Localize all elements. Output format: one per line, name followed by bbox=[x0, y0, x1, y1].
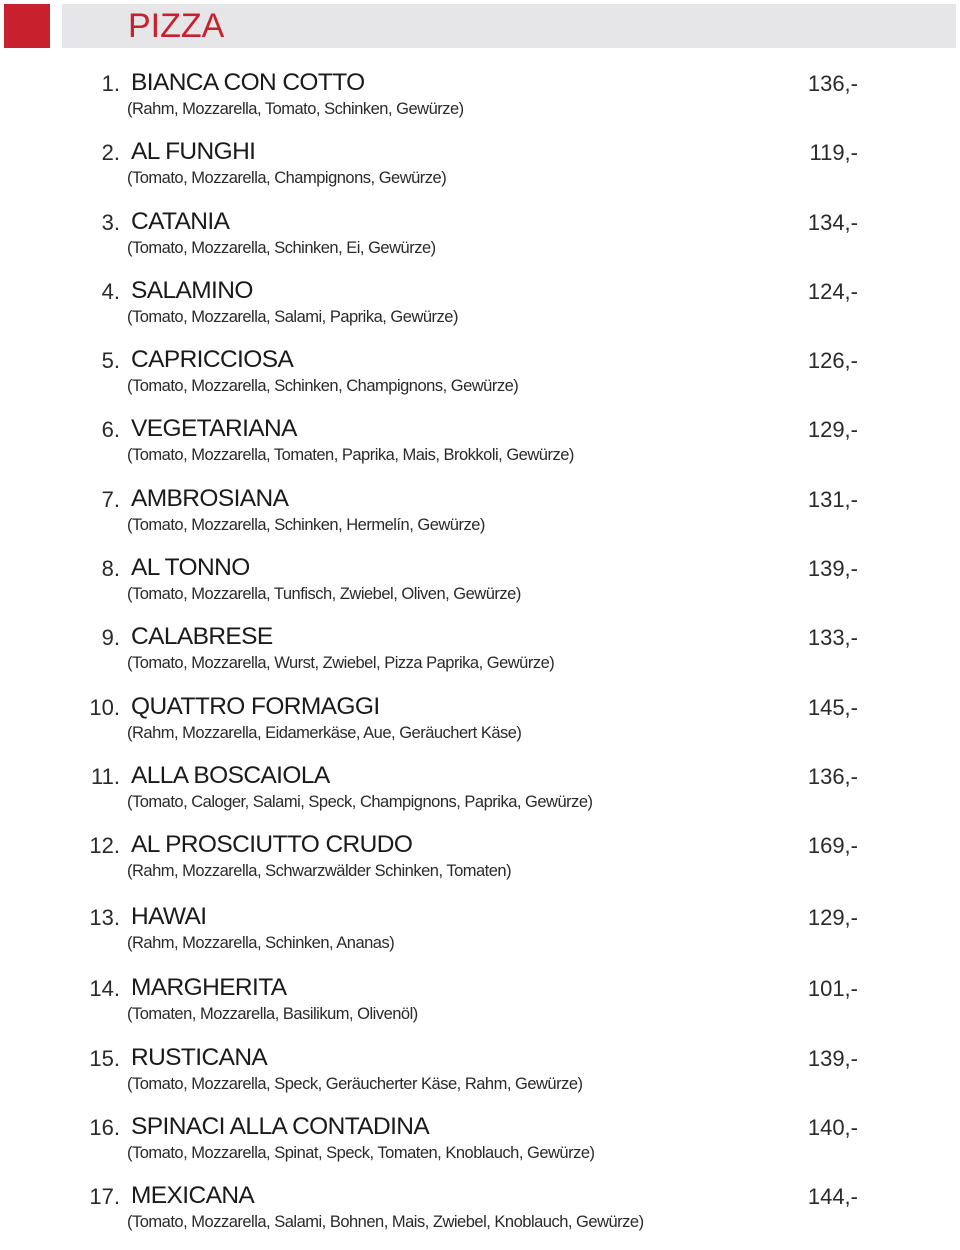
item-description: (Tomato, Mozzarella, Speck, Geräucherter Käse, Rahm, Gewürze) bbox=[127, 1074, 583, 1093]
item-description: (Rahm, Mozzarella, Schinken, Ananas) bbox=[127, 933, 395, 952]
item-number: 3. bbox=[101, 209, 120, 235]
item-description: (Tomato, Mozzarella, Tomaten, Paprika, Mais, Brokkoli, Gewürze) bbox=[127, 446, 574, 465]
menu-item bbox=[0, 207, 960, 276]
item-name: VEGETARIANA bbox=[131, 415, 297, 443]
item-number: 7. bbox=[101, 486, 120, 512]
header-bar bbox=[62, 4, 956, 48]
item-name: CALABRESE bbox=[131, 623, 273, 651]
menu-item bbox=[0, 1112, 960, 1181]
item-name: SPINACI ALLA CONTADINA bbox=[131, 1112, 430, 1140]
menu-item bbox=[0, 973, 960, 1042]
menu-item bbox=[0, 830, 960, 902]
item-name: AL TONNO bbox=[131, 554, 250, 582]
item-name: HAWAI bbox=[131, 902, 207, 930]
menu-item bbox=[0, 1181, 960, 1250]
item-description: (Tomato, Caloger, Salami, Speck, Champignons, Paprika, Gewürze) bbox=[127, 792, 593, 811]
item-price: 126,- bbox=[807, 348, 858, 374]
item-number: 6. bbox=[101, 417, 120, 443]
item-description: (Tomato, Mozzarella, Schinken, Champignons, Gewürze) bbox=[127, 377, 519, 396]
item-name: ALLA BOSCAIOLA bbox=[131, 761, 330, 789]
item-number: 16. bbox=[89, 1114, 120, 1140]
menu-item bbox=[0, 137, 960, 206]
item-price: 129,- bbox=[807, 904, 858, 930]
menu-item bbox=[0, 68, 960, 137]
item-description: (Tomato, Mozzarella, Salami, Paprika, Gewürze) bbox=[127, 307, 458, 326]
item-price: 124,- bbox=[807, 278, 858, 304]
item-price: 129,- bbox=[807, 417, 858, 443]
item-number: 14. bbox=[89, 976, 120, 1002]
item-price: 139,- bbox=[807, 1045, 858, 1071]
item-name: SALAMINO bbox=[131, 276, 253, 304]
item-number: 2. bbox=[101, 140, 120, 166]
item-name: QUATTRO FORMAGGI bbox=[131, 692, 380, 720]
menu-item bbox=[0, 345, 960, 414]
item-number: 9. bbox=[101, 625, 120, 651]
item-name: RUSTICANA bbox=[131, 1043, 268, 1071]
item-number: 15. bbox=[89, 1045, 120, 1071]
item-number: 11. bbox=[91, 763, 120, 789]
item-name: AL PROSCIUTTO CRUDO bbox=[131, 831, 413, 859]
item-number: 17. bbox=[89, 1184, 120, 1210]
menu-item bbox=[0, 276, 960, 345]
header-accent-square bbox=[4, 4, 50, 48]
item-name: AL FUNGHI bbox=[131, 138, 256, 166]
item-price: 139,- bbox=[807, 556, 858, 582]
item-price: 119,- bbox=[809, 140, 858, 166]
item-price: 133,- bbox=[807, 625, 858, 651]
item-name: BIANCA CON COTTO bbox=[131, 69, 365, 96]
item-price: 145,- bbox=[807, 694, 858, 720]
item-name: CATANIA bbox=[131, 207, 230, 235]
item-description: (Tomato, Mozzarella, Salami, Bohnen, Mais, Zwiebel, Knoblauch, Gewürze) bbox=[127, 1213, 644, 1232]
item-number: 5. bbox=[101, 348, 120, 374]
item-description: (Rahm, Mozzarella, Tomato, Schinken, Gewürze) bbox=[127, 100, 464, 118]
item-description: (Tomaten, Mozzarella, Basilikum, Olivenöl) bbox=[127, 1005, 418, 1024]
item-description: (Tomato, Mozzarella, Spinat, Speck, Tomaten, Knoblauch, Gewürze) bbox=[127, 1143, 595, 1162]
item-price: 134,- bbox=[807, 209, 858, 235]
item-number: 13. bbox=[89, 904, 120, 930]
page-title: PIZZA bbox=[128, 7, 225, 45]
item-name: MEXICANA bbox=[131, 1182, 255, 1210]
item-price: 101,- bbox=[807, 976, 858, 1002]
item-description: (Tomato, Mozzarella, Champignons, Gewürze) bbox=[127, 169, 447, 188]
item-price: 140,- bbox=[807, 1114, 858, 1140]
menu-item bbox=[0, 622, 960, 691]
item-price: 144,- bbox=[807, 1184, 858, 1210]
item-price: 136,- bbox=[807, 71, 858, 96]
item-name: MARGHERITA bbox=[131, 974, 287, 1002]
item-price: 131,- bbox=[807, 486, 858, 512]
item-number: 1. bbox=[101, 71, 120, 96]
pizza-menu-list bbox=[0, 68, 960, 1250]
item-number: 12. bbox=[89, 833, 120, 859]
menu-item bbox=[0, 484, 960, 553]
item-description: (Rahm, Mozzarella, Eidamerkäse, Aue, Geräuchert Käse) bbox=[127, 723, 522, 742]
item-description: (Tomato, Mozzarella, Schinken, Hermelín, Gewürze) bbox=[127, 515, 485, 534]
menu-item bbox=[0, 1043, 960, 1112]
item-description: (Tomato, Mozzarella, Tunfisch, Zwiebel, Oliven, Gewürze) bbox=[127, 585, 521, 604]
menu-item bbox=[0, 761, 960, 830]
item-number: 4. bbox=[101, 278, 120, 304]
item-description: (Tomato, Mozzarella, Wurst, Zwiebel, Pizza Paprika, Gewürze) bbox=[127, 654, 555, 673]
menu-item bbox=[0, 692, 960, 761]
menu-item bbox=[0, 553, 960, 622]
item-description: (Rahm, Mozzarella, Schwarzwälder Schinken, Tomaten) bbox=[127, 862, 512, 881]
item-description: (Tomato, Mozzarella, Schinken, Ei, Gewürze) bbox=[127, 238, 436, 257]
item-price: 169,- bbox=[807, 833, 858, 859]
item-number: 8. bbox=[101, 556, 120, 582]
menu-item bbox=[0, 414, 960, 483]
item-price: 136,- bbox=[807, 763, 858, 789]
item-number: 10. bbox=[89, 694, 120, 720]
item-name: CAPRICCIOSA bbox=[131, 346, 294, 374]
item-name: AMBROSIANA bbox=[131, 484, 289, 512]
menu-item bbox=[0, 902, 960, 974]
